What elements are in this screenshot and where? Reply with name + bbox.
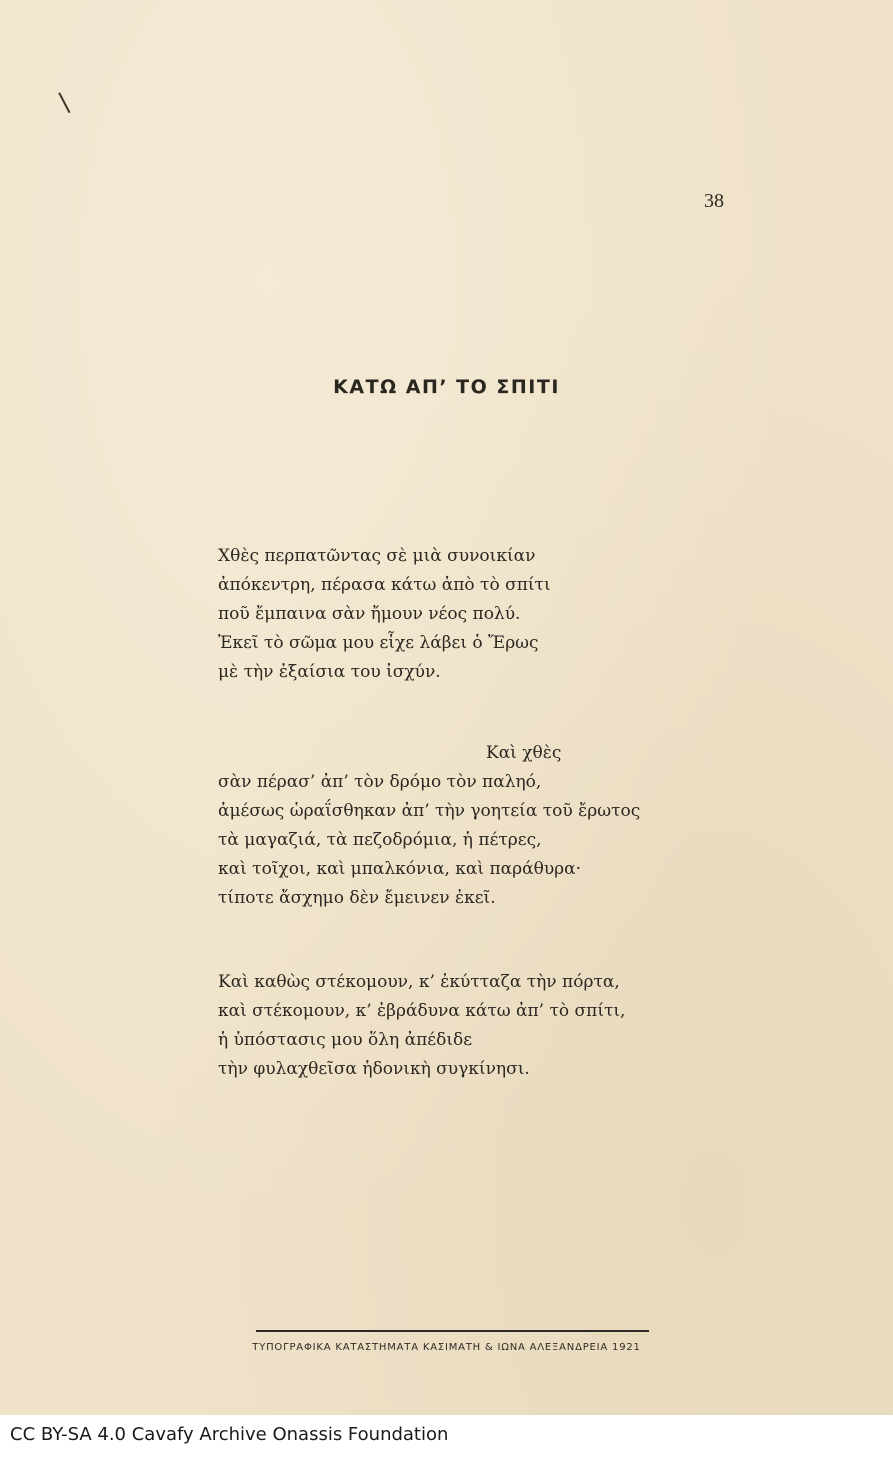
poem-line: σὰν πέρασ’ ἀπ’ τὸν δρόμο τὸν παληό, bbox=[218, 772, 542, 792]
poem-line: ἀπόκεντρη, πέρασα κάτω ἀπὸ τὸ σπίτι bbox=[218, 575, 551, 595]
stanza-2 bbox=[218, 739, 640, 913]
poem-title: ΚΑΤΩ ΑΠ’ ΤΟ ΣΠΙΤΙ bbox=[333, 376, 560, 398]
page-number: 38 bbox=[704, 190, 724, 212]
poem-line: καὶ στέκομουν, κ’ ἐβράδυνα κάτω ἀπ’ τὸ σπίτι, bbox=[218, 1001, 626, 1021]
poem-line: καὶ τοῖχοι, καὶ μπαλκόνια, καὶ παράθυρα· bbox=[218, 859, 582, 879]
stanza-3 bbox=[218, 968, 625, 1084]
poem-line: Καὶ καθὼς στέκομουν, κ’ ἐκύτταζα τὴν πόρτα, bbox=[218, 972, 620, 992]
pencil-mark: \ bbox=[57, 87, 72, 119]
poem-line: μὲ τὴν ἐξαίσια του ἰσχύν. bbox=[218, 662, 441, 682]
poem-line: ἀμέσως ὡραΐσθηκαν ἀπ’ τὴν γοητεία τοῦ ἔρωτος bbox=[218, 801, 641, 821]
imprint-rule bbox=[256, 1330, 649, 1332]
license-credit: CC BY-SA 4.0 Cavafy Archive Onassis Foundation bbox=[10, 1424, 449, 1445]
poem-line: Χθὲς περπατῶντας σὲ μιὰ συνοικίαν bbox=[218, 546, 536, 566]
poem-line: Καὶ χθὲς bbox=[486, 743, 562, 763]
poem-line: τὴν φυλαχθεῖσα ἡδονικὴ συγκίνησι. bbox=[218, 1059, 530, 1079]
printer-imprint: ΤΥΠΟΓΡΑΦΙΚΑ ΚΑΤΑΣΤΗΜΑΤΑ ΚΑΣΙΜΑΤΗ & ΙΩΝΑ ΑΛΕΞΑΝΔΡΕΙΑ 1921 bbox=[252, 1342, 641, 1353]
stanza-1 bbox=[218, 542, 551, 687]
poem-line: τὰ μαγαζιά, τὰ πεζοδρόμια, ἡ πέτρες, bbox=[218, 830, 542, 850]
poem-line: Ἐκεῖ τὸ σῶμα μου εἶχε λάβει ὁ Ἔρως bbox=[218, 633, 539, 653]
poem-line: ποῦ ἔμπαινα σὰν ἤμουν νέος πολύ. bbox=[218, 604, 521, 624]
poem-line: ἡ ὑπόστασις μου ὅλη ἀπέδιδε bbox=[218, 1030, 473, 1050]
poem-line: τίποτε ἄσχημο δὲν ἔμεινεν ἐκεῖ. bbox=[218, 888, 496, 908]
